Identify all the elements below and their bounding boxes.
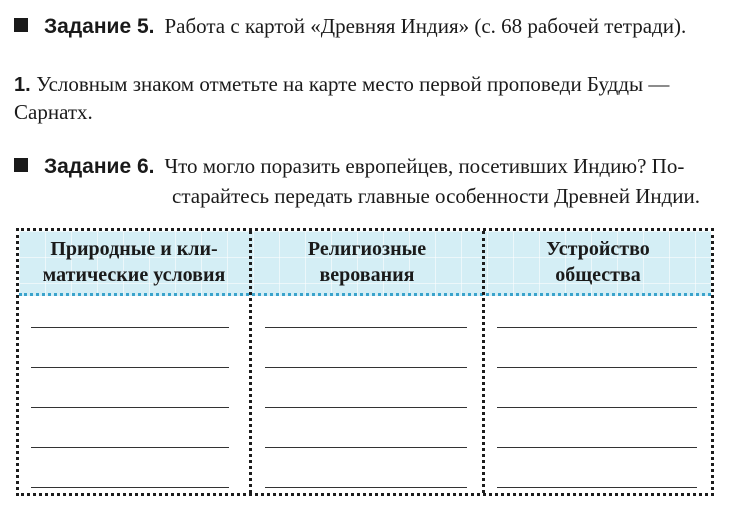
header-line: Религиозные [307,238,427,260]
answer-line[interactable] [265,447,467,448]
task6-heading [14,154,684,179]
answer-line[interactable] [31,367,229,368]
header-nature-climate [19,231,249,293]
answer-line[interactable] [31,487,229,488]
task6-label: Задание 6. [44,155,155,178]
task5-label: Задание 5. [44,15,155,38]
worksheet-table [16,228,714,496]
header-line: общества [555,264,641,286]
header-line: Природные и кли- [50,238,218,260]
answer-line[interactable] [497,327,697,328]
answer-line[interactable] [497,447,697,448]
answer-line[interactable] [265,487,467,488]
header-line: матические условия [42,264,226,286]
header-line: Устройство [546,238,650,260]
answer-line[interactable] [31,407,229,408]
bullet-square-icon [14,158,28,172]
answer-line[interactable] [265,407,467,408]
bullet-square-icon [14,18,28,32]
item1-number: 1. [14,74,31,96]
answer-line[interactable] [265,327,467,328]
header-line: верования [319,264,415,286]
answer-line[interactable] [497,367,697,368]
item1-text-line1: Условным знаком отметьте на карте место первой проповеди Будды — [36,72,670,96]
answer-line[interactable] [31,327,229,328]
answer-line[interactable] [31,447,229,448]
answer-line[interactable] [497,487,697,488]
task6-line2 [172,184,700,209]
item1-line1 [14,72,669,97]
answer-line[interactable] [497,407,697,408]
item1-line2 [14,100,93,125]
task6-text-line1: Что могло поразить европейцев, посетивших Индию? По- [164,154,685,178]
task6-text-line2: старайтесь передать главные особенности Древней Индии. [172,184,701,208]
task5-heading [14,14,686,39]
task5-text: Работа с картой «Древняя Индия» (с. 68 рабочей тетради). [164,14,687,38]
answer-line[interactable] [265,367,467,368]
header-society [485,231,711,293]
item1-text-line2: Сарнатх. [14,100,93,124]
header-religion [252,231,482,293]
